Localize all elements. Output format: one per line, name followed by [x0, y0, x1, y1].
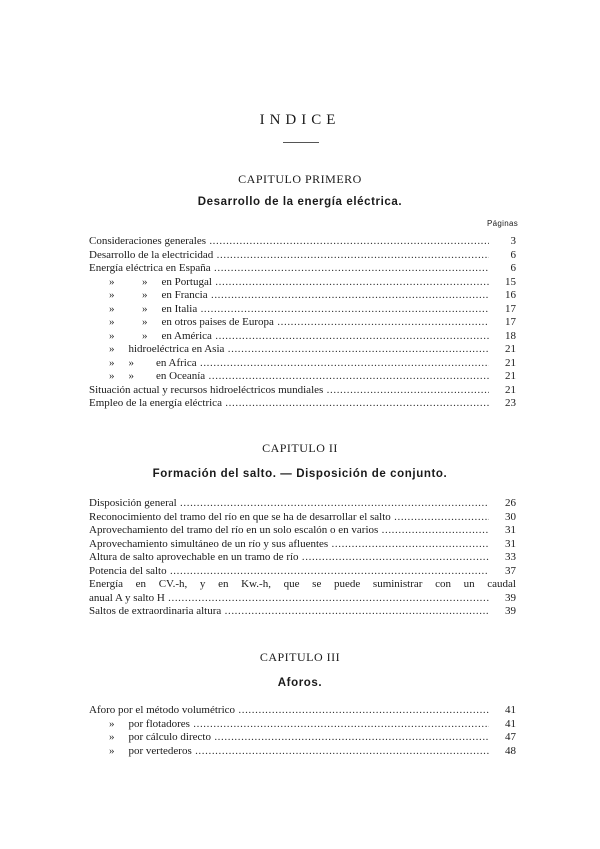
toc-page-number: 17	[505, 316, 516, 328]
toc-entry	[89, 578, 516, 605]
toc-page-number: 23	[505, 397, 516, 409]
toc-entry-text: Desarrollo de la electricidad	[89, 248, 214, 261]
chapter-2-entries	[89, 497, 516, 619]
ditto-mark: »	[109, 343, 115, 355]
toc-entry	[89, 276, 516, 290]
ditto-mark: »	[109, 731, 115, 743]
toc-entry-text: en América	[161, 329, 212, 342]
toc-entry	[89, 370, 516, 384]
toc-page-number: 21	[505, 343, 516, 355]
toc-entry-text: Consideraciones generales	[89, 235, 206, 247]
toc-page-number: 41	[505, 704, 516, 716]
title-divider	[283, 142, 319, 143]
toc-entry	[89, 565, 516, 579]
ditto-mark: »	[109, 717, 115, 730]
toc-page-number: 26	[505, 497, 516, 509]
chapter-2-title: CAPITULO II	[262, 441, 338, 455]
toc-entry-text: en Francia	[161, 289, 208, 301]
toc-entry-text: en otros paises de Europa	[161, 316, 274, 328]
toc-entry-text: Disposición general	[89, 497, 177, 509]
toc-page-number: 31	[505, 524, 516, 536]
chapter-1-entries	[89, 235, 516, 411]
toc-entry	[89, 511, 516, 525]
toc-entry-text: hidroeléctrica en Asia	[128, 343, 225, 355]
toc-entry	[89, 357, 516, 371]
toc-entry	[89, 316, 516, 330]
toc-page-number: 39	[505, 605, 516, 617]
toc-entry-text: Energía eléctrica en España	[89, 262, 211, 274]
chapter-2-subtitle: Formación del salto. — Disposición de conjunto.	[152, 468, 448, 480]
toc-entry	[89, 384, 516, 398]
toc-entry-text: por vertederos	[128, 744, 192, 757]
toc-page-number: 21	[505, 383, 516, 396]
toc-entry	[89, 289, 516, 303]
toc-entry-text: Aforo por el método volumétrico	[89, 704, 236, 716]
toc-entry-text: Aprovechamiento simultáneo de un río y sus afluentes	[89, 537, 329, 550]
toc-entry-text: » en Africa	[128, 356, 197, 369]
toc-page-number: 41	[505, 717, 516, 730]
toc-entry	[89, 731, 516, 745]
toc-entry	[89, 343, 516, 357]
toc-page-number: 6	[510, 262, 516, 274]
toc-entry-text: Reconocimiento del tramo del río en que se ha de desarrollar el salto	[89, 510, 391, 523]
toc-page-number: 6	[510, 248, 516, 261]
toc-entry	[89, 551, 516, 565]
chapter-3-title: CAPITULO III	[259, 650, 341, 664]
pages-column-label: Páginas	[486, 219, 518, 228]
toc-entry	[89, 235, 516, 249]
toc-page-number: 30	[505, 510, 516, 523]
toc-page-number: 15	[505, 275, 516, 288]
toc-entry	[89, 538, 516, 552]
toc-entry	[89, 397, 516, 411]
chapter-3-entries	[89, 704, 516, 758]
ditto-mark: »	[109, 744, 115, 757]
toc-page-number: 3	[510, 235, 516, 247]
ditto-mark: » »	[109, 289, 148, 301]
toc-entry	[89, 249, 516, 263]
toc-entry	[89, 704, 516, 718]
toc-entry	[89, 605, 516, 619]
ditto-mark: » »	[109, 329, 148, 342]
toc-entry	[89, 745, 516, 759]
toc-page-number: 31	[505, 537, 516, 550]
toc-entry	[89, 524, 516, 538]
toc-entry-text: Situación actual y recursos hidroeléctricos mundiales	[89, 383, 324, 396]
toc-entry-text: Altura de salto aprovechable en un tramo de río	[89, 551, 299, 563]
index-title: INDICE	[259, 112, 341, 128]
toc-entry-text: por cálculo directo	[128, 731, 211, 743]
toc-page-number: 39	[505, 591, 516, 604]
toc-page-number: 17	[505, 302, 516, 315]
toc-page-number: 37	[505, 564, 516, 577]
toc-entry-text: anual A y salto H	[89, 591, 165, 604]
ditto-mark: » »	[109, 275, 148, 288]
toc-page-number: 33	[505, 551, 516, 563]
toc-entry	[89, 718, 516, 732]
toc-entry-text: Empleo de la energía eléctrica	[89, 397, 222, 409]
toc-entry-text: Saltos de extraordinaria altura	[89, 605, 222, 617]
toc-entry	[89, 330, 516, 344]
toc-page-number: 48	[505, 744, 516, 757]
toc-page-number: 18	[505, 329, 516, 342]
toc-page-number: 47	[505, 731, 516, 743]
toc-entry-text: en Portugal	[161, 275, 212, 288]
toc-page-number: 21	[505, 370, 516, 382]
toc-entry	[89, 303, 516, 317]
toc-entry	[89, 262, 516, 276]
ditto-mark: » »	[109, 302, 148, 315]
toc-page-number: 16	[505, 289, 516, 301]
ditto-mark: »	[109, 356, 115, 369]
chapter-1-subtitle: Desarrollo de la energía eléctrica.	[197, 196, 403, 208]
ditto-mark: »	[109, 370, 115, 382]
toc-entry-text: Aprovechamiento del tramo del río en un solo escalón o en varios	[89, 524, 379, 536]
toc-page-number: 21	[505, 356, 516, 369]
toc-entry-text: por flotadores	[128, 717, 190, 730]
chapter-3-subtitle: Aforos.	[277, 677, 323, 689]
toc-entry	[89, 497, 516, 511]
ditto-mark: » »	[109, 316, 148, 328]
toc-entry-text: Potencia del salto	[89, 564, 167, 577]
chapter-1-title: CAPITULO PRIMERO	[238, 172, 362, 186]
toc-entry-text: » en Oceanía	[128, 370, 206, 382]
toc-entry-text-line1: Energía en CV.-h, y en Kw.-h, que se puede suministrar con un caudal	[89, 578, 516, 590]
toc-entry-text: en Italia	[161, 302, 198, 315]
